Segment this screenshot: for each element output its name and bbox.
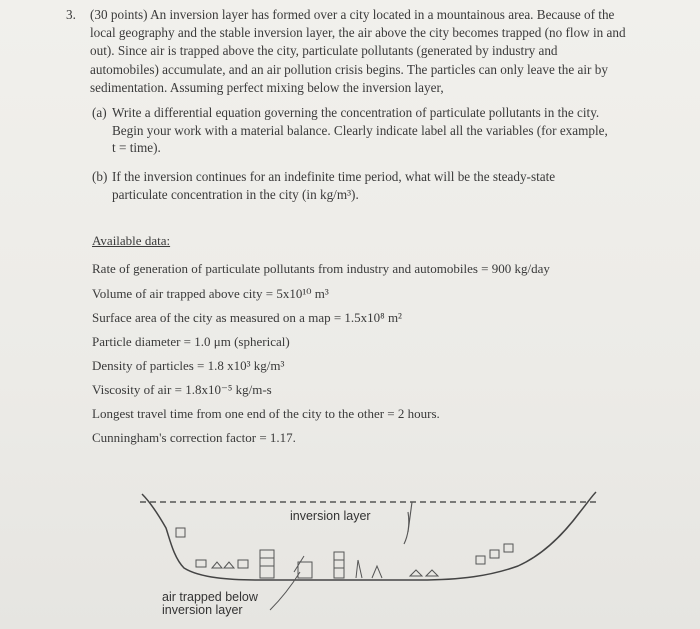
problem-number: 3. [66, 7, 76, 22]
available-data [92, 233, 612, 445]
trapped-air-pointer [270, 556, 304, 610]
trapped-air-label-line1: air trapped below [162, 590, 258, 604]
data-air-volume: Volume of air trapped above city = 5x10¹⁰ m³ [92, 286, 329, 301]
valley-outline [142, 492, 596, 580]
city-buildings [176, 528, 513, 578]
part-a-label: (a) [92, 105, 107, 120]
part-b-label: (b) [92, 169, 108, 184]
part-a-text: Write a differential equation governing the concentration of particulate pollutants in the city. Begin your work with a material balance. Clearly indicate label all the variables (for example, t = time). [112, 105, 608, 156]
part-b-text: If the inversion continues for an indefinite time period, what will be the steady-state particulate concentration in the city (in kg/m³). [112, 169, 556, 202]
data-air-viscosity: Viscosity of air = 1.8x10⁻⁵ kg/m-s [92, 382, 272, 397]
data-particle-diameter: Particle diameter = 1.0 μm (spherical) [92, 334, 290, 349]
data-particle-density: Density of particles = 1.8 x10³ kg/m³ [92, 358, 285, 373]
trapped-air-label-line2: inversion layer [162, 603, 243, 617]
available-data-title: Available data: [92, 233, 171, 248]
part-b [92, 168, 612, 203]
data-cunningham-factor: Cunningham's correction factor = 1.17. [92, 430, 296, 445]
part-a [92, 104, 612, 157]
data-generation-rate: Rate of generation of particulate pollutants from industry and automobiles = 900 kg/day [92, 261, 550, 276]
data-travel-time: Longest travel time from one end of the city to the other = 2 hours. [92, 406, 440, 421]
inversion-layer-label: inversion layer [290, 509, 371, 523]
data-surface-area: Surface area of the city as measured on a map = 1.5x10⁸ m² [92, 310, 402, 325]
inversion-diagram [140, 488, 620, 628]
problem-statement [66, 6, 626, 97]
problem-intro: (30 points) An inversion layer has formed over a city located in a mountainous area. Because of the local geography and the stable inversion layer, the air above the city becomes trapped (no flow in and out). Since air is trapped above the city, particulate pollutants (generated by industry and automobiles) accumulate, and an air pollution crisis begins. The particles can only leave the air by sedimentation. Assuming perfect mixing below the inversion layer, [90, 7, 626, 95]
inversion-pointer [404, 502, 412, 544]
